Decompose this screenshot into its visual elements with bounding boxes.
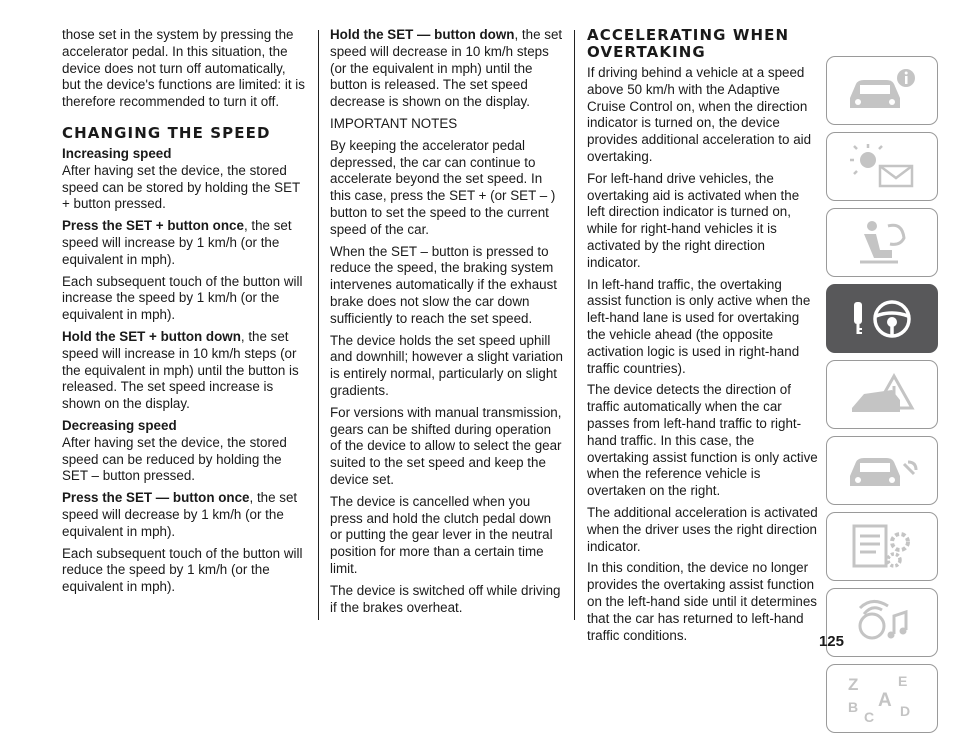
index-letter: Z: [848, 674, 859, 694]
paragraph: The additional acceleration is activated when the driver uses the right direction indicator.: [587, 504, 818, 554]
intro-paragraph: those set in the system by pressing the accelerator pedal. In this situation, the device does not turn off automatically, but the device's functions are limited: it is therefore recommended to turn it off.: [62, 27, 305, 110]
column-divider: [318, 30, 319, 620]
paragraph: The device holds the set speed uphill and downhill; however a slight variation is entirely normal, particularly on slight gradients.: [330, 332, 563, 398]
paragraph-text: , the set speed will increase in 10 km/h steps (or the equivalent in mph) until the button is released. The set speed increase is shown on the display.: [62, 328, 299, 412]
paragraph: For versions with manual transmission, gears can be shifted during operation of the device to allow to select the gear suited to the set speed and keep the device set.: [330, 404, 562, 487]
paragraph: When the SET – button is pressed to reduce the speed, the braking system intervenes automatically if the exhaust brake does not slow the car down sufficiently to reach the set speed.: [330, 243, 558, 326]
paragraph: If driving behind a vehicle at a speed above 50 km/h with the Adaptive Cruise Control on, when the direction indicator is turned on, the device provides additional acceleration to aid overtaking.: [587, 65, 812, 164]
bold-phrase: Press the SET — button once: [62, 490, 250, 506]
paragraph: In this condition, the device no longer provides the overtaking assist function on the left-hand side until it determines that the car has returned to left-hand traffic conditions.: [587, 560, 818, 643]
index-letter: D: [900, 702, 911, 719]
paragraph: After having set the device, the stored speed can be reduced by holding the SET – button pressed.: [62, 434, 287, 484]
paragraph: [62, 218, 307, 268]
subheading-increasing-speed: Increasing speed: [62, 145, 172, 161]
tab-servicing[interactable]: [826, 436, 938, 505]
tab-starting-driving[interactable]: [826, 284, 938, 353]
paragraph: In left-hand traffic, the overtaking assist function is only active when the left-hand lane is used for overtaking the vehicle ahead (the opposite activation logic is used in right-hand traffic countries).: [587, 276, 811, 376]
text-column-1: [62, 27, 307, 601]
car-info-icon: [842, 64, 922, 118]
multimedia-icon: [842, 596, 922, 650]
paragraph: Each subsequent touch of the button will reduce the speed by 1 km/h (or the equivalent in mph).: [62, 545, 303, 595]
paragraph: The device detects the direction of traffic automatically when the car passes from left-hand traffic to right-hand traffic. In this case, the overtaking assist function is only active when the reference vehicle is overtaken on the right.: [587, 382, 818, 499]
warning-triangle-icon: [842, 368, 922, 422]
paragraph-text: , the set speed will decrease by 1 km/h (or the equivalent in mph).: [62, 490, 298, 539]
bold-phrase: Hold the SET — button down: [330, 27, 515, 42]
car-service-icon: [842, 444, 922, 498]
lights-message-icon: [842, 140, 922, 194]
tab-emergency[interactable]: [826, 360, 938, 429]
page-number: 125: [818, 633, 844, 650]
paragraph: After having set the device, the stored speed can be stored by holding the SET + button pressed.: [62, 162, 300, 212]
paragraph: By keeping the accelerator pedal depressed, the car can continue to accelerate beyond the set speed. In this case, press the SET + (or SET – ) button to set the speed to the current speed of the car.: [330, 137, 556, 237]
important-notes-label: IMPORTANT NOTES: [330, 115, 458, 131]
bold-phrase: Press the SET + button once: [62, 218, 244, 234]
paragraph-text: , the set speed will increase by 1 km/h (or the equivalent in mph).: [62, 218, 292, 267]
tab-index[interactable]: [826, 664, 938, 733]
seat-airbag-icon: [842, 216, 922, 270]
specifications-gear-icon: [842, 520, 922, 574]
key-steering-wheel-icon: [842, 292, 922, 346]
text-column-2: [330, 27, 563, 621]
column-divider: [574, 30, 575, 620]
paragraph: The device is cancelled when you press and hold the clutch pedal down or putting the gear lever in the neutral position for more than a certain time limit.: [330, 493, 553, 576]
paragraph: [62, 490, 307, 540]
tab-safety[interactable]: [826, 208, 938, 277]
paragraph: The device is switched off while driving if the brakes overheat.: [330, 582, 561, 615]
section-heading-overtaking: ACCELERATING WHEN OVERTAKING: [587, 26, 790, 61]
subheading-decreasing-speed: Decreasing speed: [62, 417, 177, 433]
paragraph: Each subsequent touch of the button will increase the speed by 1 km/h (or the equivalent in mph).: [62, 273, 303, 323]
tab-technical-data[interactable]: [826, 512, 938, 581]
tab-car-info[interactable]: [826, 56, 938, 125]
paragraph: [62, 329, 307, 413]
index-letter: B: [848, 698, 859, 715]
index-letters-icon: [842, 672, 922, 726]
tab-lights-messages[interactable]: [826, 132, 938, 201]
text-column-3: [587, 27, 819, 649]
paragraph: For left-hand drive vehicles, the overtaking aid is activated when the left direction indicator is turned on, while for right-hand vehicles it is activated by the right direction indicator.: [587, 170, 800, 270]
index-letter: A: [878, 689, 892, 711]
index-letter: C: [864, 708, 875, 725]
paragraph-text: , the set speed will decrease in 10 km/h steps (or the equivalent in mph) until the button is released. The set speed decrease is shown on the display.: [330, 27, 563, 110]
bold-phrase: Hold the SET + button down: [62, 328, 241, 344]
paragraph: [330, 27, 563, 111]
section-heading-changing-speed: CHANGING THE SPEED: [62, 123, 271, 142]
index-letter: E: [898, 672, 908, 689]
